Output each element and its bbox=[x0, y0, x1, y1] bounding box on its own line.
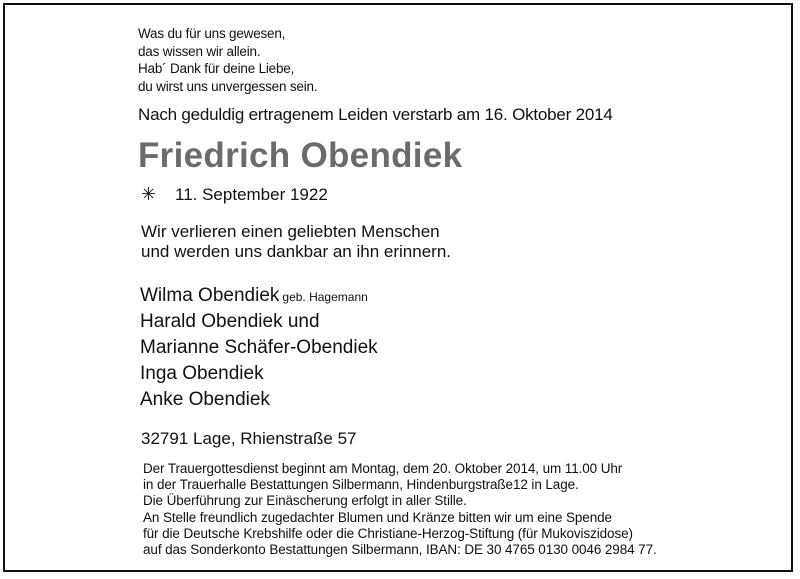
notice-line: An Stelle freundlich zugedachter Blumen und Kränze bitten wir um eine Spende bbox=[143, 509, 612, 525]
family-list bbox=[140, 283, 378, 413]
notice-line: Der Trauergottesdienst beginnt am Montag, dem 20. Oktober 2014, um 11.00 Uhr bbox=[143, 461, 623, 476]
family-member: Harald Obendiek und bbox=[140, 311, 320, 332]
message-line: Wir verlieren einen geliebten Menschen bbox=[141, 222, 440, 241]
family-member: Anke Obendiek bbox=[140, 389, 270, 410]
notice-line: für die Deutsche Krebshilfe oder die Christiane-Herzog-Stiftung (für Mukoviszidose) bbox=[143, 525, 633, 541]
deceased-name: Friedrich Obendiek bbox=[138, 136, 463, 175]
poem-line: das wissen wir allein. bbox=[138, 43, 261, 59]
notice-line: in der Trauerhalle Bestattungen Silbermann, Hindenburgstraße12 in Lage. bbox=[143, 477, 579, 493]
mourning-message bbox=[141, 222, 451, 262]
poem-line: Was du für uns gewesen, bbox=[138, 26, 286, 41]
birth-line bbox=[141, 184, 328, 205]
family-address: 32791 Lage, Rhienstraße 57 bbox=[141, 429, 357, 448]
maiden-name-note: geb. Hagemann bbox=[282, 290, 368, 304]
birth-date: 11. September 1922 bbox=[175, 185, 328, 204]
notice-line: Die Überführung zur Einäscherung erfolgt in aller Stille. bbox=[143, 493, 467, 509]
family-member bbox=[140, 283, 378, 309]
death-announcement: Nach geduldig ertragenem Leiden verstarb am 16. Oktober 2014 bbox=[138, 105, 613, 124]
poem bbox=[138, 25, 317, 95]
obituary-card bbox=[3, 3, 793, 572]
funeral-notice bbox=[143, 461, 657, 558]
poem-line: Hab´ Dank für deine Liebe, bbox=[138, 61, 295, 76]
message-line: und werden uns dankbar an ihn erinnern. bbox=[141, 242, 451, 261]
family-member: Marianne Schäfer-Obendiek bbox=[140, 337, 378, 358]
notice-line: auf das Sonderkonto Bestattungen Silbermann, IBAN: DE 30 4765 0130 0046 2984 77. bbox=[143, 542, 657, 558]
family-member-name: Wilma Obendiek bbox=[140, 285, 280, 306]
birth-star-icon: ✳ bbox=[141, 184, 157, 204]
family-member: Inga Obendiek bbox=[140, 363, 264, 384]
poem-line: du wirst uns unvergessen sein. bbox=[138, 78, 318, 94]
